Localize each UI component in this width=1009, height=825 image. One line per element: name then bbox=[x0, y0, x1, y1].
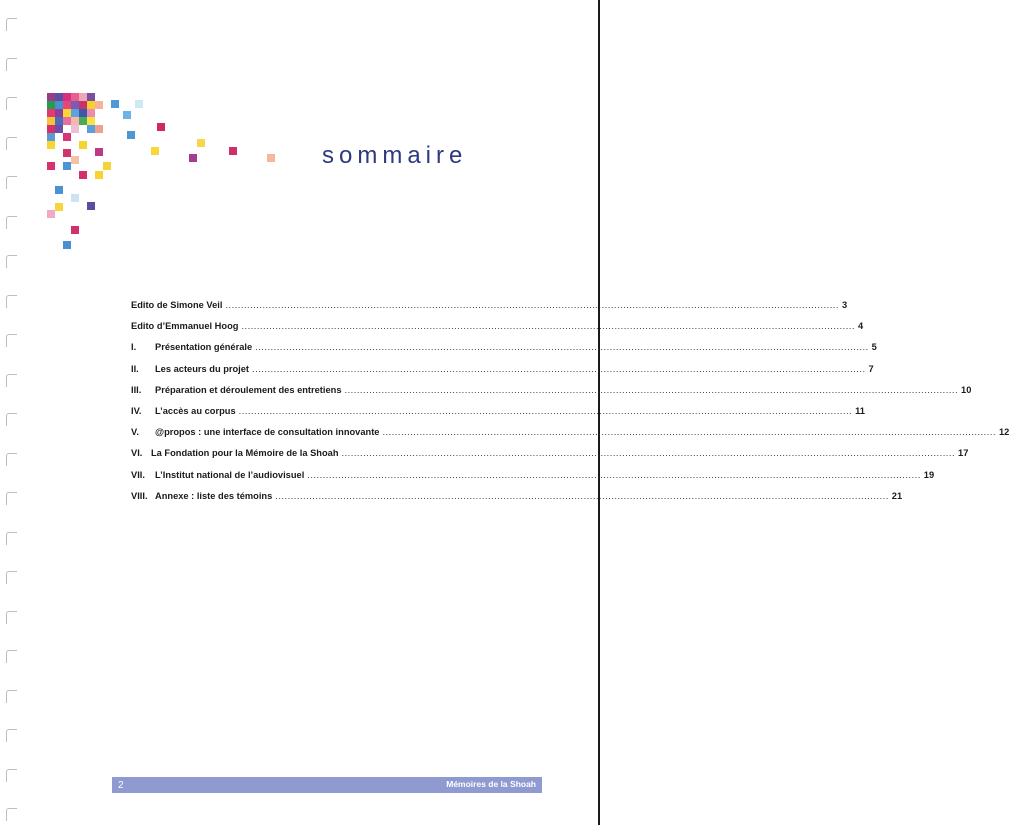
binding-ring bbox=[6, 453, 17, 466]
decorative-square bbox=[47, 141, 55, 149]
toc-leader-dots: ....................................................................................................................................................................................................... bbox=[341, 448, 956, 459]
decorative-square bbox=[55, 117, 63, 125]
toc-entry-title: L’accès au corpus bbox=[155, 405, 236, 416]
binding-ring bbox=[6, 808, 17, 821]
binding-ring bbox=[6, 611, 17, 624]
decorative-square bbox=[55, 93, 63, 101]
toc-entry-title: Edito d’Emmanuel Hoog bbox=[131, 321, 239, 332]
toc-entry[interactable] bbox=[131, 405, 865, 427]
toc-entry-title: Annexe : liste des témoins bbox=[155, 490, 273, 501]
toc-entry-title: Les acteurs du projet bbox=[155, 363, 250, 374]
decorative-square bbox=[63, 149, 71, 157]
decorative-square bbox=[87, 93, 95, 101]
decorative-square bbox=[151, 147, 159, 155]
decorative-square bbox=[47, 93, 55, 101]
decorative-square bbox=[71, 125, 79, 133]
footer-page-number: 2 bbox=[118, 780, 124, 791]
toc-entry[interactable] bbox=[131, 342, 877, 363]
toc-entry-number: V. bbox=[131, 427, 139, 438]
decorative-square bbox=[135, 100, 143, 108]
decorative-square bbox=[79, 109, 87, 117]
toc-entry[interactable] bbox=[131, 384, 972, 406]
decorative-square bbox=[63, 109, 71, 117]
decorative-square bbox=[63, 117, 71, 125]
toc-leader-dots: ....................................................................................................................................................................................................... bbox=[238, 405, 853, 416]
toc-entry-page: 3 bbox=[841, 300, 848, 310]
decorative-square bbox=[55, 109, 63, 117]
decorative-square bbox=[103, 162, 111, 170]
toc-entry-page: 21 bbox=[891, 490, 903, 501]
binding-ring bbox=[6, 729, 17, 742]
binding-ring bbox=[6, 413, 17, 426]
decorative-square bbox=[79, 101, 87, 109]
toc-entry-title: @propos : une interface de consultation innovante bbox=[155, 427, 380, 438]
decorative-square bbox=[47, 109, 55, 117]
decorative-square bbox=[111, 100, 119, 108]
decorative-square bbox=[55, 125, 63, 133]
toc-entry-number: II. bbox=[131, 363, 139, 374]
footer-publication-title: Mémoires de la Shoah bbox=[446, 779, 536, 789]
decorative-square bbox=[79, 141, 87, 149]
decorative-square bbox=[95, 125, 103, 133]
toc-entry[interactable] bbox=[131, 321, 864, 342]
toc-leader-dots: ....................................................................................................................................................................................................... bbox=[225, 300, 839, 310]
decorative-squares-logo bbox=[0, 0, 300, 260]
toc-entry-page: 10 bbox=[961, 384, 972, 395]
decorative-square bbox=[123, 111, 131, 119]
toc-entry-number: VIII. bbox=[131, 490, 148, 501]
decorative-square bbox=[189, 154, 197, 162]
binding-ring bbox=[6, 571, 17, 584]
toc-entry-number: VII. bbox=[131, 469, 145, 480]
decorative-square bbox=[63, 101, 71, 109]
toc-entry-page: 5 bbox=[871, 342, 877, 353]
decorative-square bbox=[63, 133, 71, 141]
toc-leader-dots: ....................................................................................................................................................................................................... bbox=[241, 321, 855, 332]
page-title: sommaire bbox=[322, 142, 468, 169]
decorative-square bbox=[87, 117, 95, 125]
decorative-square bbox=[71, 194, 79, 202]
binding-ring bbox=[6, 334, 17, 347]
decorative-square bbox=[197, 139, 205, 147]
toc-entry-page: 19 bbox=[923, 469, 935, 480]
decorative-square bbox=[47, 133, 55, 141]
toc-entry-page: 11 bbox=[855, 405, 865, 416]
decorative-square bbox=[55, 101, 63, 109]
decorative-square bbox=[87, 125, 95, 133]
binding-ring bbox=[6, 295, 17, 308]
decorative-square bbox=[63, 162, 71, 170]
table-of-contents bbox=[131, 300, 1009, 512]
toc-entry[interactable] bbox=[131, 427, 1009, 448]
toc-entry-page: 4 bbox=[857, 321, 864, 332]
toc-entry-title: L’Institut national de l’audiovisuel bbox=[155, 469, 305, 480]
binding-ring bbox=[6, 690, 17, 703]
binding-ring bbox=[6, 650, 17, 663]
decorative-square bbox=[47, 101, 55, 109]
decorative-square bbox=[71, 226, 79, 234]
decorative-square bbox=[87, 202, 95, 210]
binding-ring bbox=[6, 769, 17, 782]
decorative-square bbox=[87, 101, 95, 109]
toc-entry[interactable] bbox=[131, 469, 935, 491]
toc-entry[interactable] bbox=[131, 363, 874, 385]
toc-leader-dots: ....................................................................................................................................................................................................... bbox=[382, 427, 996, 438]
binding-ring bbox=[6, 374, 17, 387]
decorative-square bbox=[63, 93, 71, 101]
decorative-square bbox=[47, 125, 55, 133]
toc-leader-dots: ....................................................................................................................................................................................................... bbox=[344, 384, 959, 395]
toc-entry-number: IV. bbox=[131, 405, 142, 416]
toc-entry-title: Préparation et déroulement des entretiens bbox=[155, 384, 342, 395]
decorative-square bbox=[47, 162, 55, 170]
toc-entry-number: III. bbox=[131, 384, 142, 395]
binding-ring bbox=[6, 492, 17, 505]
toc-leader-dots: ....................................................................................................................................................................................................... bbox=[255, 342, 869, 353]
decorative-square bbox=[229, 147, 237, 155]
decorative-square bbox=[157, 123, 165, 131]
decorative-square bbox=[47, 117, 55, 125]
toc-entry-title: La Fondation pour la Mémoire de la Shoah bbox=[151, 448, 339, 459]
decorative-square bbox=[71, 117, 79, 125]
toc-entry-page: 7 bbox=[868, 363, 874, 374]
toc-entry[interactable] bbox=[131, 448, 969, 469]
toc-entry[interactable] bbox=[131, 490, 903, 512]
decorative-square bbox=[267, 154, 275, 162]
toc-entry-number: VI. bbox=[131, 448, 143, 459]
decorative-square bbox=[55, 203, 63, 211]
decorative-square bbox=[95, 101, 103, 109]
toc-entry-title: Présentation générale bbox=[155, 342, 253, 353]
decorative-square bbox=[95, 171, 103, 179]
toc-entry-page: 12 bbox=[998, 427, 1009, 438]
decorative-square bbox=[71, 109, 79, 117]
toc-leader-dots: ....................................................................................................................................................................................................... bbox=[307, 469, 921, 480]
decorative-square bbox=[47, 210, 55, 218]
decorative-square bbox=[71, 101, 79, 109]
toc-entry-number: I. bbox=[131, 342, 137, 353]
toc-leader-dots: ....................................................................................................................................................................................................... bbox=[275, 490, 889, 501]
binding-ring bbox=[6, 532, 17, 545]
decorative-square bbox=[71, 93, 79, 101]
decorative-square bbox=[79, 171, 87, 179]
decorative-square bbox=[127, 131, 135, 139]
decorative-square bbox=[63, 241, 71, 249]
toc-entry-page: 17 bbox=[958, 448, 969, 459]
toc-leader-dots: ....................................................................................................................................................................................................... bbox=[252, 363, 866, 374]
decorative-square bbox=[87, 109, 95, 117]
decorative-square bbox=[79, 93, 87, 101]
decorative-square bbox=[79, 117, 87, 125]
toc-entry[interactable] bbox=[131, 300, 848, 321]
decorative-square bbox=[71, 156, 79, 164]
decorative-square bbox=[55, 186, 63, 194]
toc-entry-title: Edito de Simone Veil bbox=[131, 300, 223, 310]
decorative-square bbox=[95, 148, 103, 156]
